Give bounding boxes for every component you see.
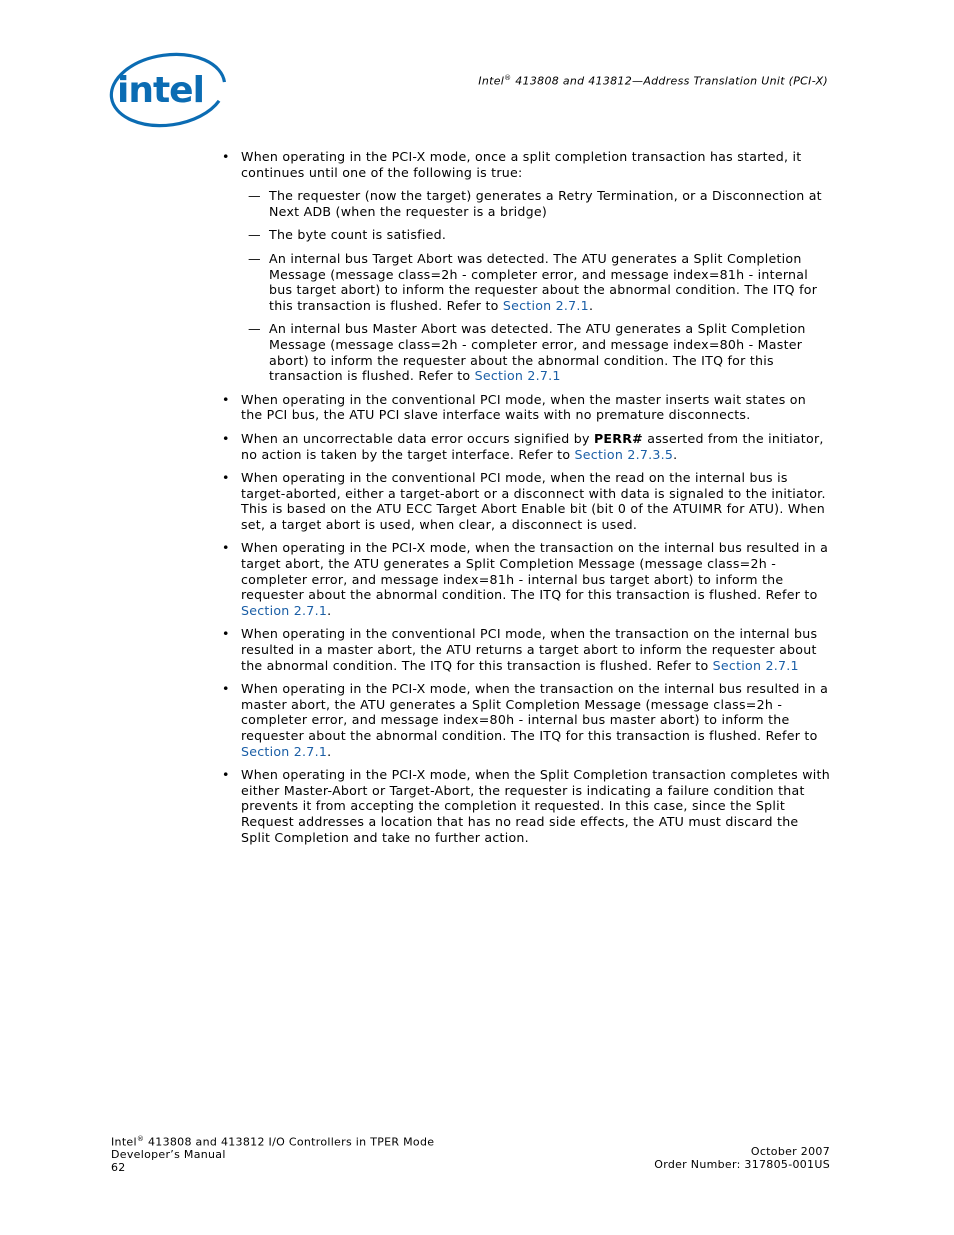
signal-name: PERR# bbox=[593, 430, 643, 446]
bullet-marker: • bbox=[222, 626, 230, 642]
running-header bbox=[478, 74, 828, 88]
footer-date: October 2007 bbox=[750, 1145, 830, 1158]
dash-marker: — bbox=[248, 250, 261, 266]
order-number: Order Number: 317805-001US bbox=[654, 1157, 830, 1171]
header-brand: Intel bbox=[478, 74, 505, 88]
bullet-marker: • bbox=[222, 681, 230, 697]
list-item-text: When an uncorrectable data error occurs signified by bbox=[241, 430, 594, 446]
intel-logo bbox=[108, 50, 228, 128]
footer-reg-mark: ® bbox=[136, 1135, 145, 1143]
bullet-marker: • bbox=[222, 540, 230, 556]
bullet-marker: • bbox=[222, 149, 230, 164]
bullet-marker: • bbox=[222, 470, 230, 486]
list-item-text: When operating in the conventional PCI mode, when the read on the internal bus is target-aborted, either a target-abort or a disconnect with data is signaled to the initiator. This is based on the ATU ECC Target Abort Enable bit (bit 0 of the ATUIMR for ATU). When set, a target abort is used, when clear, a disconnect is used. bbox=[241, 470, 826, 532]
bullet-marker: • bbox=[222, 391, 230, 407]
list-item-text: When operating in the PCI-X mode, when the Split Completion transaction completes with either Master-Abort or Target-Abort, the requester is indicating a failure condition that prevents it from accepting the completion it requested. In this case, since the Split Request addresses a location that has no read side effects, the ATU must discard the Split Completion and take no further action. bbox=[241, 767, 830, 845]
sub-item bbox=[241, 251, 831, 313]
list-item-tail: . bbox=[327, 602, 332, 618]
section-link[interactable]: Section 2.7.1 bbox=[502, 297, 589, 313]
footer-brand: Intel bbox=[111, 1135, 137, 1149]
sub-item bbox=[241, 227, 831, 243]
list-item-text: When operating in the PCI-X mode, when the transaction on the internal bus resulted in a target abort, the ATU generates a Split Completion Message (message class=2h - completer error, and message index=81h - internal bus target abort) to inform the requester about the abnormal condition. The ITQ for this transaction is flushed. Refer to bbox=[241, 540, 829, 603]
dash-marker: — bbox=[248, 188, 261, 204]
list-item bbox=[222, 540, 831, 618]
page-number: 62 bbox=[111, 1160, 126, 1174]
list-item-text: When operating in the conventional PCI mode, when the transaction on the internal bus resulted in a master abort, the ATU returns a target abort to inform the requester about the abnormal condition. The ITQ for this transaction is flushed. Refer to bbox=[241, 626, 818, 673]
footer-doc-type: Developer’s Manual bbox=[111, 1148, 226, 1162]
list-item bbox=[222, 470, 831, 532]
header-title: 413808 and 413812—Address Translation Unit (PCI-X) bbox=[511, 74, 828, 88]
sub-item bbox=[241, 188, 831, 219]
section-link[interactable]: Section 2.7.3.5 bbox=[574, 446, 674, 462]
dash-marker: — bbox=[248, 321, 261, 337]
list-item bbox=[222, 149, 831, 384]
sub-item-text: An internal bus Master Abort was detected. The ATU generates a Split Completion Message (message class=2h - completer error, and message index=80h - Master abort) to inform the requester about the abnormal condition. The ITQ for this transaction is flushed. Refer to bbox=[269, 321, 806, 384]
list-item-text: When operating in the PCI-X mode, when the transaction on the internal bus resulted in a master abort, the ATU generates a Split Completion Message (message class=2h - completer error, and message index=80h - internal bus master abort) to inform the requester about the abnormal condition. The ITQ for this transaction is flushed. Refer to bbox=[241, 681, 829, 743]
bullet-marker: • bbox=[222, 767, 230, 783]
bullet-marker: • bbox=[222, 430, 230, 446]
footer-title bbox=[111, 1133, 434, 1149]
list-item-tail: . bbox=[327, 743, 332, 759]
list-item-text-cont: asserted from the initiator, no action is taken by the target interface. Refer to bbox=[241, 430, 824, 462]
section-link[interactable]: Section 2.7.1 bbox=[712, 657, 799, 673]
sub-item-text: The requester (now the target) generates a Retry Termination, or a Disconnection at Next ADB (when the requester is a bridge) bbox=[269, 188, 822, 219]
header-reg-mark: ® bbox=[504, 74, 512, 82]
sub-item bbox=[241, 321, 831, 383]
footer-right bbox=[654, 1146, 830, 1171]
section-link[interactable]: Section 2.7.1 bbox=[241, 743, 328, 759]
sub-item-text: The byte count is satisfied. bbox=[269, 227, 447, 243]
list-item bbox=[222, 681, 831, 759]
section-link[interactable]: Section 2.7.1 bbox=[241, 602, 328, 618]
footer-left bbox=[111, 1133, 434, 1174]
sub-item-text: An internal bus Target Abort was detected. The ATU generates a Split Completion Message (message class=2h - completer error, and message index=81h - internal bus target abort) to inform the requester about the abnormal condition. The ITQ for this transaction is flushed. Refer to bbox=[269, 250, 818, 313]
list-item bbox=[222, 767, 831, 845]
list-item bbox=[222, 430, 831, 462]
logo-wordmark: intel bbox=[117, 70, 204, 111]
list-item bbox=[222, 626, 831, 673]
list-item-tail: . bbox=[673, 446, 678, 462]
dash-marker: — bbox=[248, 227, 261, 243]
list-item bbox=[222, 391, 831, 423]
sub-item-tail: . bbox=[588, 297, 594, 313]
section-link[interactable]: Section 2.7.1 bbox=[474, 368, 561, 384]
footer-title-rest: 413808 and 413812 I/O Controllers in TPER Mode bbox=[144, 1135, 435, 1149]
list-item-text: When operating in the conventional PCI mode, when the master inserts wait states on the PCI bus, the ATU PCI slave interface waits with no premature disconnects. bbox=[241, 391, 806, 423]
main-content bbox=[222, 149, 831, 853]
list-item-text: When operating in the PCI-X mode, once a split completion transaction has started, it continues until one of the following is true: bbox=[241, 149, 802, 180]
